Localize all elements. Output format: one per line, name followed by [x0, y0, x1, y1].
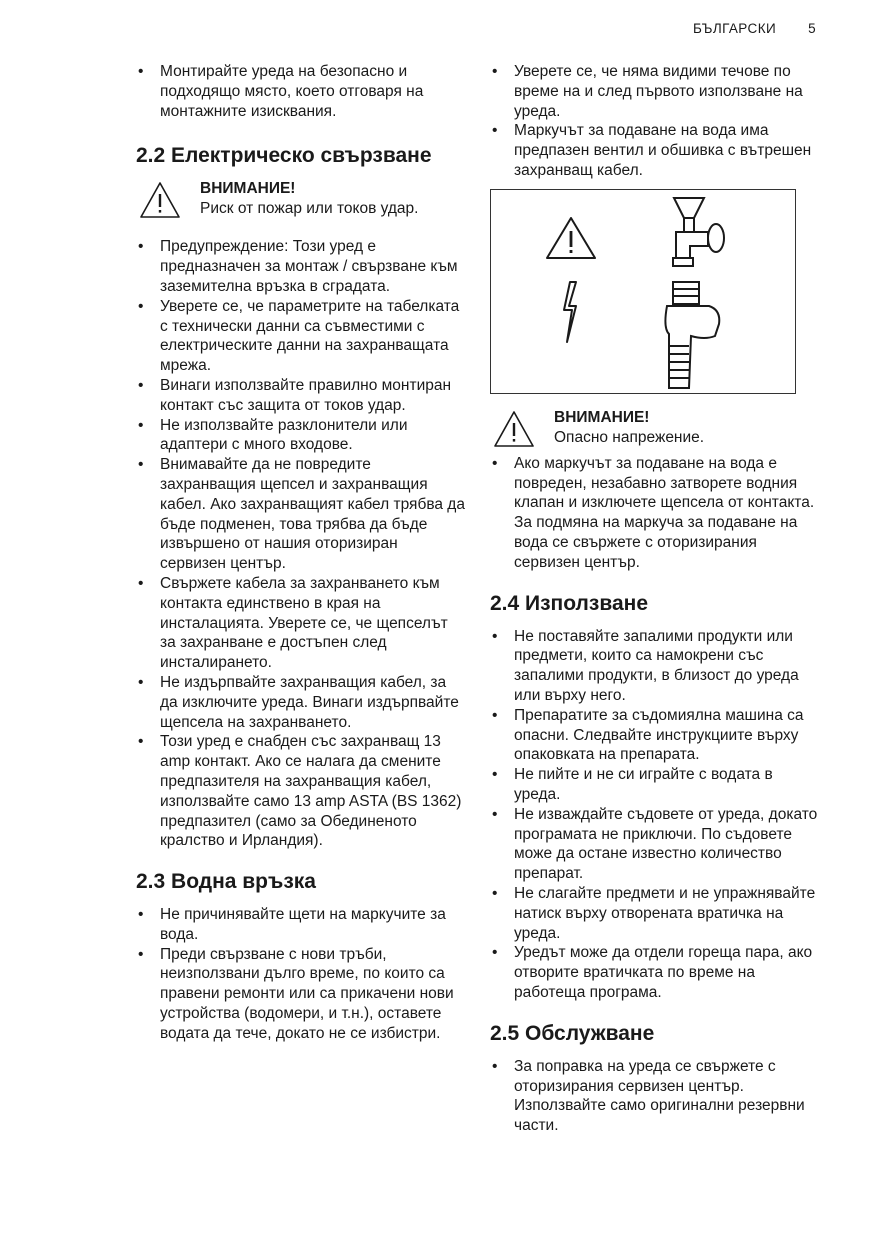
language-label: БЪЛГАРСКИ [692, 21, 777, 36]
list-item: • Предупреждение: Този уред е предназначен за монтаж / свързване към заземителна връзка в сградата. [136, 237, 466, 296]
list-item: • Уредът може да отдели гореща пара, ако отворите вратичката по време на работеща програма. [490, 943, 820, 1002]
section-title-2-2: 2.2 Електрическо свързване [136, 144, 432, 168]
water-valve-icon [673, 198, 724, 266]
list-item: • Внимавайте да не повредите захранващия щепсел и захранващия кабел. Ако захранващият кабел трябва да бъде подменен, това трябва да бъде извършено от нашия оторизиран сервизен център. [136, 455, 466, 574]
list-item: • Не използвайте разклонители или адаптери с много входове. [136, 416, 466, 456]
warning-triangle-icon [547, 218, 595, 258]
hose-list [490, 454, 820, 573]
page-header [693, 21, 816, 36]
list-item: • Не слагайте предмети и не упражнявайте натиск върху отворената вратичка на уреда. [490, 884, 820, 943]
list-item: • За поправка на уреда се свържете с оторизирания сервизен център. Използвайте само оригинални резервни части. [490, 1057, 820, 1136]
list-item: • Не пийте и не си играйте с водата в уреда. [490, 765, 820, 805]
service-list [490, 1057, 820, 1136]
list-item: • Не изваждайте съдовете от уреда, докато програмата не приключи. По съдовете може да остане известно количество препарат. [490, 805, 820, 884]
page-number: 5 [808, 21, 816, 36]
list-item: • Преди свързване с нови тръби, неизползвани дълго време, по които са правени ремонти или са прикачени нови устройства (водомери, и т.н.), оставете водата да тече, докато не се избистри. [136, 945, 466, 1044]
warning-triangle-icon [493, 410, 535, 448]
list-item: • Монтирайте уреда на безопасно и подходящо място, което отговаря на монтажните изисквания. [136, 62, 466, 121]
warning-box-fire [136, 179, 466, 223]
list-item: • Уверете се, че параметрите на табелката с технически данни са съвместими с електрическите данни на захранващата мрежа. [136, 297, 466, 376]
warning-title: ВНИМАНИЕ! [554, 408, 650, 426]
section-title-2-3: 2.3 Водна връзка [136, 870, 316, 894]
hose-illustration [490, 189, 796, 394]
list-item: • Не издърпвайте захранващия кабел, за да изключите уреда. Винаги издърпвайте щепсела на захранването. [136, 673, 466, 732]
intro-list [136, 62, 466, 121]
electrical-list [136, 237, 466, 851]
hose-drawing [491, 190, 795, 393]
list-item: • Не поставяйте запалими продукти или предмети, които са намокрени със запалими продукти, в близост до уреда или върху него. [490, 627, 820, 706]
warning-triangle-icon [139, 181, 181, 219]
list-item: • Ако маркучът за подаване на вода е повреден, незабавно затворете водния клапан и изключете щепсела от контакта. За подмяна на маркуча за подаване на вода се свържете с оторизирания сервизен център. [490, 454, 820, 573]
left-column [136, 62, 466, 1044]
warning-text: Риск от пожар или токов удар. [200, 200, 419, 218]
list-item: • Този уред е снабден със захранващ 13 amp контакт. Ако се налага да смените предпазителя на захранващия кабел, използвайте само 13 amp ASTA (BS 1362) предпазител (само за Обединеното кралство и Ирландия). [136, 732, 466, 851]
list-item: • Препаратите за съдомиялна машина са опасни. Следвайте инструкциите върху опаковката на препарата. [490, 706, 820, 765]
lightning-bolt-icon [564, 282, 576, 342]
list-item: • Маркучът за подаване на вода има предпазен вентил и обшивка с вътрешен захранващ кабел. [490, 121, 820, 180]
water-list [136, 905, 466, 1044]
list-item: • Свържете кабела за захранването към контакта единствено в края на инсталацията. Уверете се, че щепселът за захранване е достъпен след инсталирането. [136, 574, 466, 673]
list-item: • Винаги използвайте правилно монтиран контакт със защита от токов удар. [136, 376, 466, 416]
warning-text: Опасно напрежение. [554, 428, 705, 446]
intro-list [490, 62, 820, 181]
right-column [490, 62, 820, 1136]
warning-title: ВНИМАНИЕ! [200, 180, 296, 198]
hose-icon [665, 282, 719, 388]
list-item: • Уверете се, че няма видими течове по време на и след първото използване на уреда. [490, 62, 820, 121]
section-title-2-4: 2.4 Използване [490, 591, 649, 615]
section-title-2-5: 2.5 Обслужване [490, 1021, 655, 1045]
list-item: • Не причинявайте щети на маркучите за вода. [136, 905, 466, 945]
warning-box-voltage [490, 408, 820, 452]
usage-list [490, 627, 820, 1003]
